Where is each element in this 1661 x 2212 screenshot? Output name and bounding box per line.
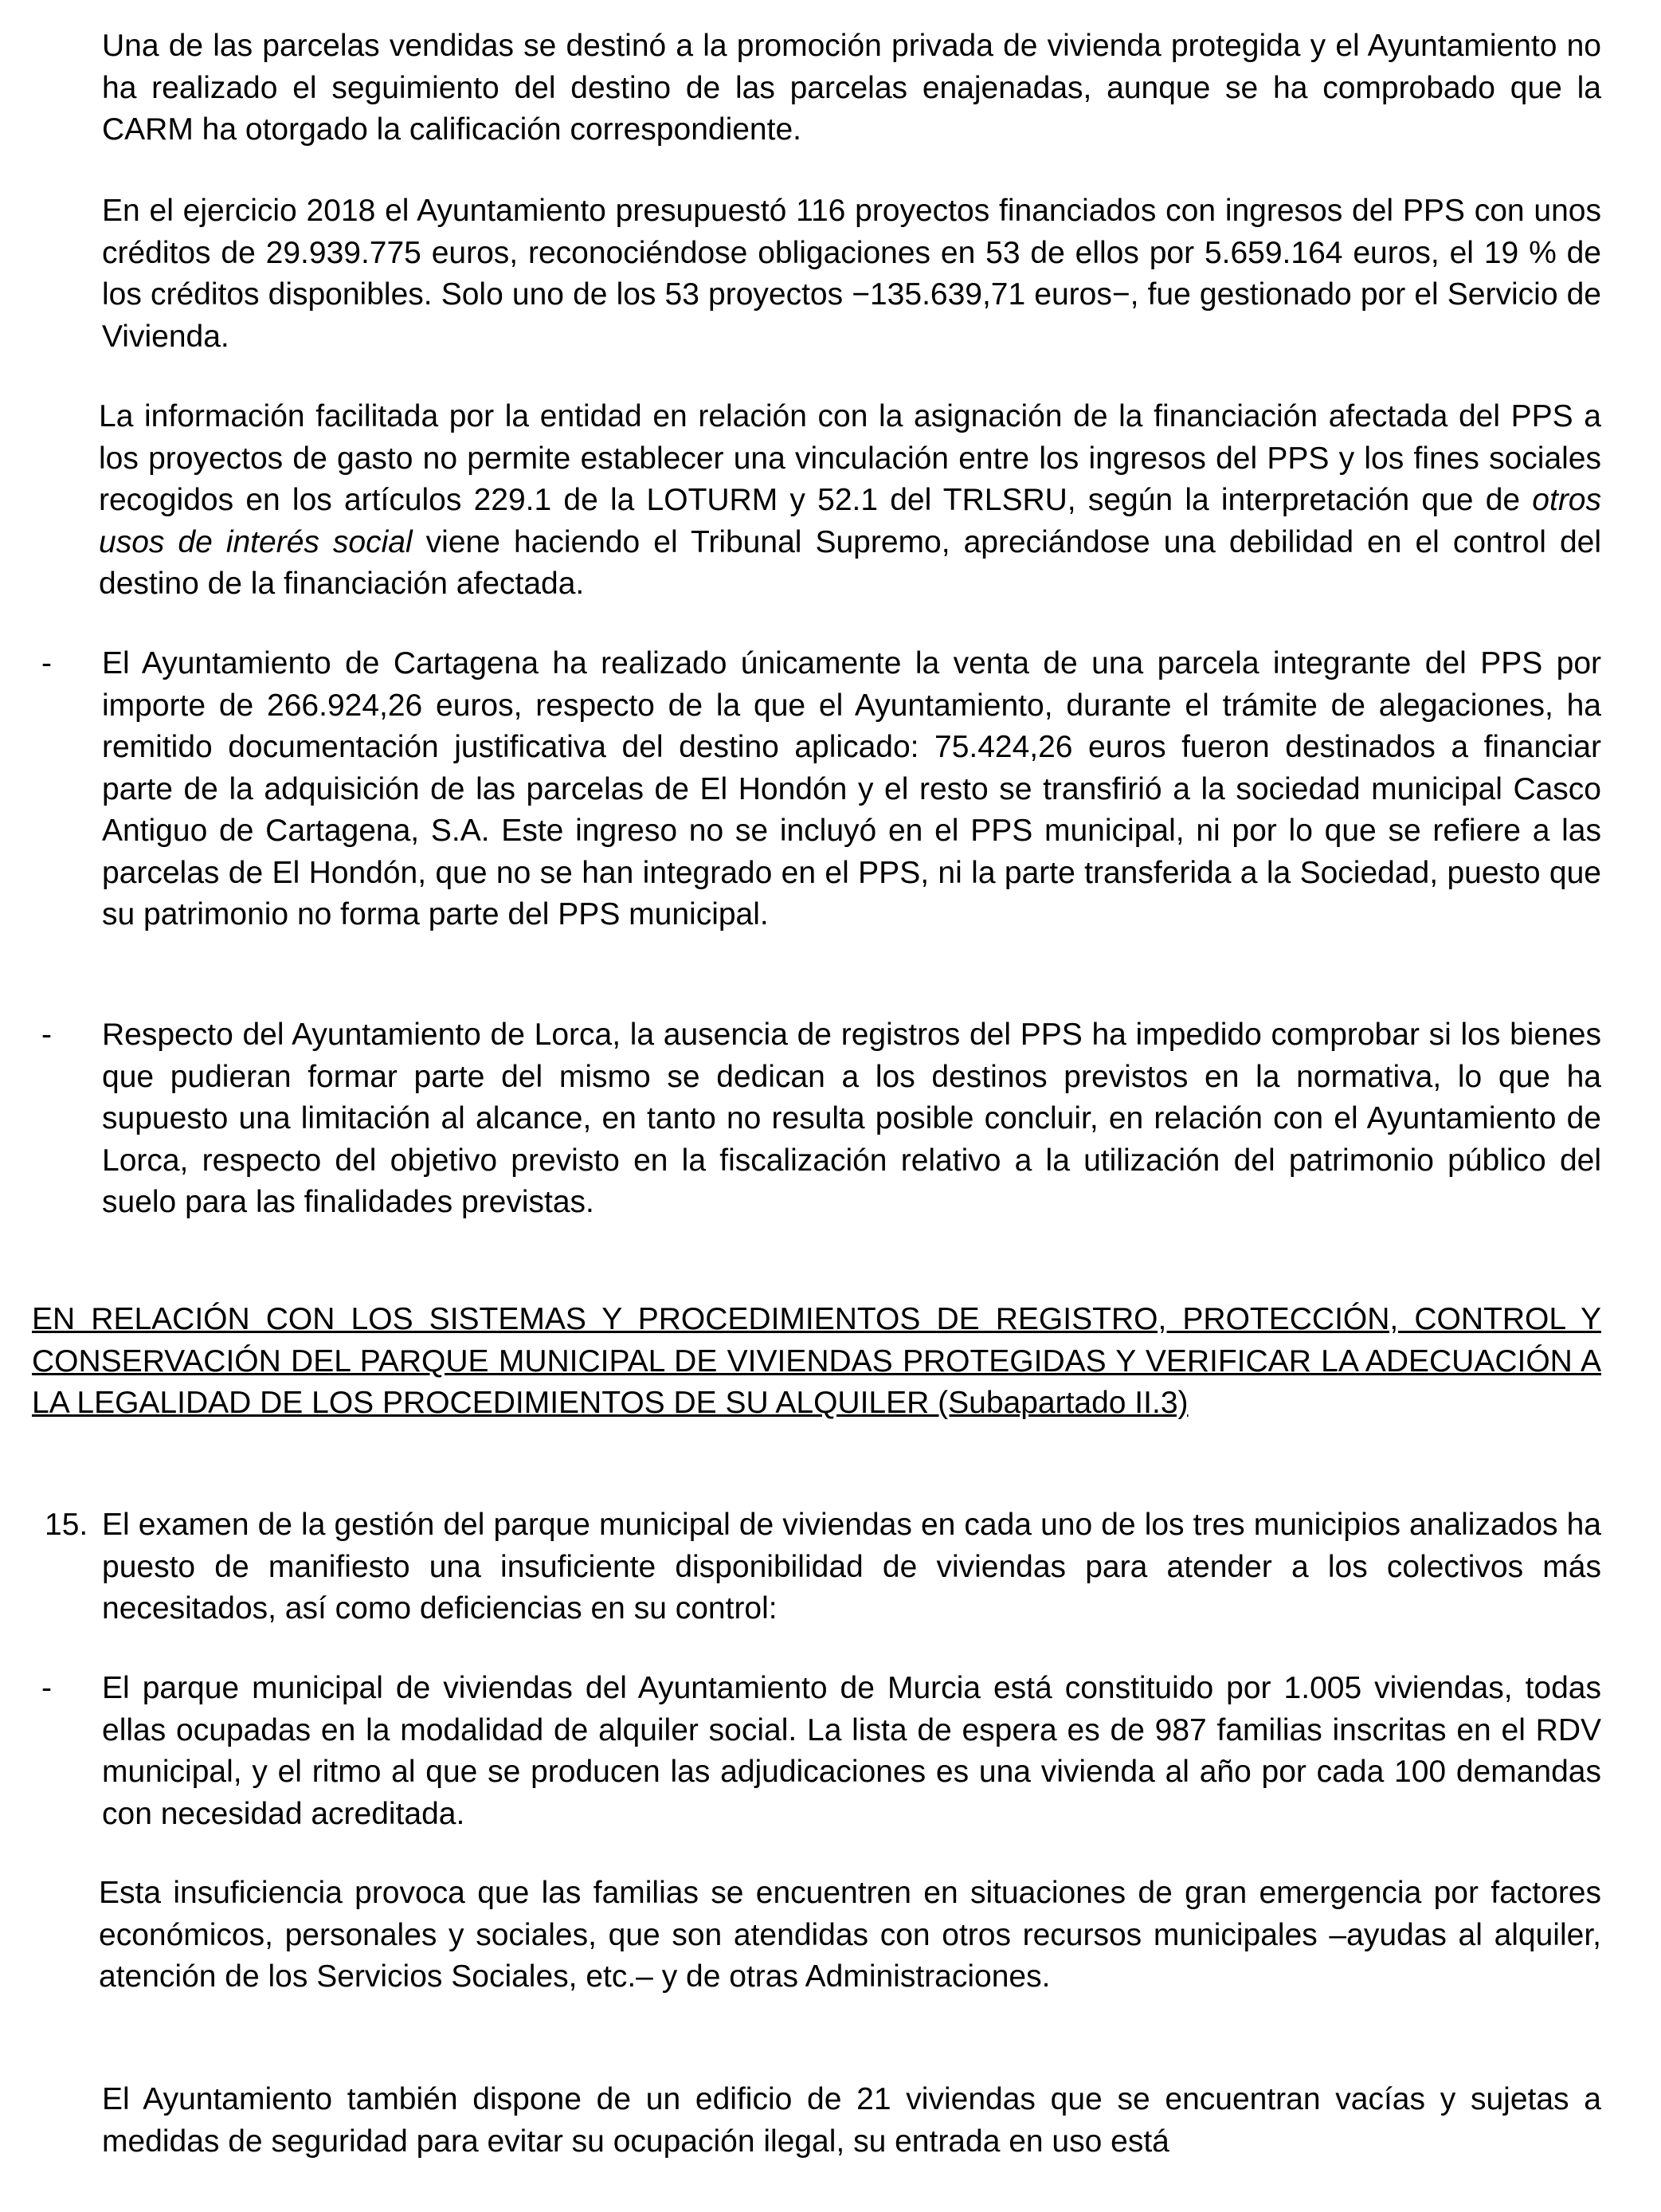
- paragraph-financing-link-text-b: viene haciendo el Tribunal Supremo, apreciándose una debilidad en el control del destino de la financiación afectada.: [99, 524, 1601, 601]
- paragraph-empty-building: El Ayuntamiento también dispone de un edificio de 21 viviendas que se encuentran vacías y sujetas a medidas de seguridad para evitar su ocupación ilegal, su entrada en uso está: [102, 2082, 1601, 2159]
- item-number-15: 15.: [45, 1508, 88, 1542]
- bullet-dash: -: [41, 1018, 52, 1052]
- paragraph-murcia-housing: El parque municipal de viviendas del Ayuntamiento de Murcia está constituido por 1.005 viviendas, todas ellas ocupadas en la modalidad de alquiler social. La lista de espera es de 987 familias inscritas en el RDV municipal, y el ritmo al que se producen las adjudicaciones es una vivienda al año por cada 100 demandas con necesidad acreditada.: [102, 1671, 1601, 1831]
- paragraph-budget-2018: En el ejercicio 2018 el Ayuntamiento presupuestó 116 proyectos financiados con ingresos del PPS con unos créditos de 29.939.775 euros, reconociéndose obligaciones en 53 de ellos por 5.659.164 euros, el 19 % de los créditos disponibles. Solo uno de los 53 proyectos −135.639,71 euros−, fue gestionado por el Servicio de Vivienda.: [102, 194, 1601, 354]
- paragraph-cartagena: El Ayuntamiento de Cartagena ha realizado únicamente la venta de una parcela integrante del PPS por importe de 266.924,26 euros, respecto de la que el Ayuntamiento, durante el trámite de alegaciones, ha remitido documentación justificativa del destino aplicado: 75.424,26 euros fueron destinados a financiar parte de la adquisición de las parcelas de El Hondón y el resto se transfirió a la sociedad municipal Casco Antiguo de Cartagena, S.A. Este ingreso no se incluyó en el PPS municipal, ni por lo que se refiere a las parcelas de El Hondón, que no se han integrado en el PPS, ni la parte transferida a la Sociedad, puesto que su patrimonio no forma parte del PPS municipal.: [102, 646, 1601, 931]
- paragraph-insufficiency: Esta insuficiencia provoca que las familias se encuentren en situaciones de gran emergencia por factores económicos, personales y sociales, que son atendidas con otros recursos municipales –ayudas al alquiler, atención de los Servicios Sociales, etc.– y de otras Administraciones.: [99, 1876, 1601, 1994]
- paragraph-lorca: Respecto del Ayuntamiento de Lorca, la ausencia de registros del PPS ha impedido comprobar si los bienes que pudieran formar parte del mismo se dedican a los destinos previstos en la normativa, lo que ha supuesto una limitación al alcance, en tanto no resulta posible concluir, en relación con el Ayuntamiento de Lorca, respecto del objetivo previsto en la fiscalización relativo a la utilización del patrimonio público del suelo para las finalidades previstas.: [102, 1018, 1601, 1219]
- paragraph-parcel-sale: Una de las parcelas vendidas se destinó a la promoción privada de vivienda protegida y el Ayuntamiento no ha realizado el seguimiento del destino de las parcelas enajenadas, aunque se ha comprobado que la CARM ha otorgado la calificación correspondiente.: [102, 29, 1601, 147]
- paragraph-financing-link-italic: otros usos de interés social: [99, 483, 1601, 559]
- paragraph-financing-link-text-a: La información facilitada por la entidad en relación con la asignación de la financiación afectada del PPS a los proyectos de gasto no permite establecer una vinculación entre los ingresos del PPS y los fines sociales recogidos en los artículos 229.1 de la LOTURM y 52.1 del TRLSRU, según la interpretación que de: [99, 399, 1601, 517]
- bullet-dash: -: [41, 1671, 52, 1705]
- paragraph-item-15: El examen de la gestión del parque municipal de viviendas en cada uno de los tres municipios analizados ha puesto de manifiesto una insuficiente disponibilidad de viviendas para atender a los colectivos más necesitados, así como deficiencias en su control:: [102, 1508, 1601, 1626]
- section-heading-subapartado-ii-3: EN RELACIÓN CON LOS SISTEMAS Y PROCEDIMIENTOS DE REGISTRO, PROTECCIÓN, CONTROL Y CONSERVACIÓN DEL PARQUE MUNICIPAL DE VIVIENDAS PROTEGIDAS Y VERIFICAR LA ADECUACIÓN A LA LEGALIDAD DE LOS PROCEDIMIENTOS DE SU ALQUILER (Subapartado II.3): [32, 1302, 1601, 1420]
- paragraph-financing-link: [99, 396, 1601, 606]
- bullet-dash: -: [41, 646, 52, 680]
